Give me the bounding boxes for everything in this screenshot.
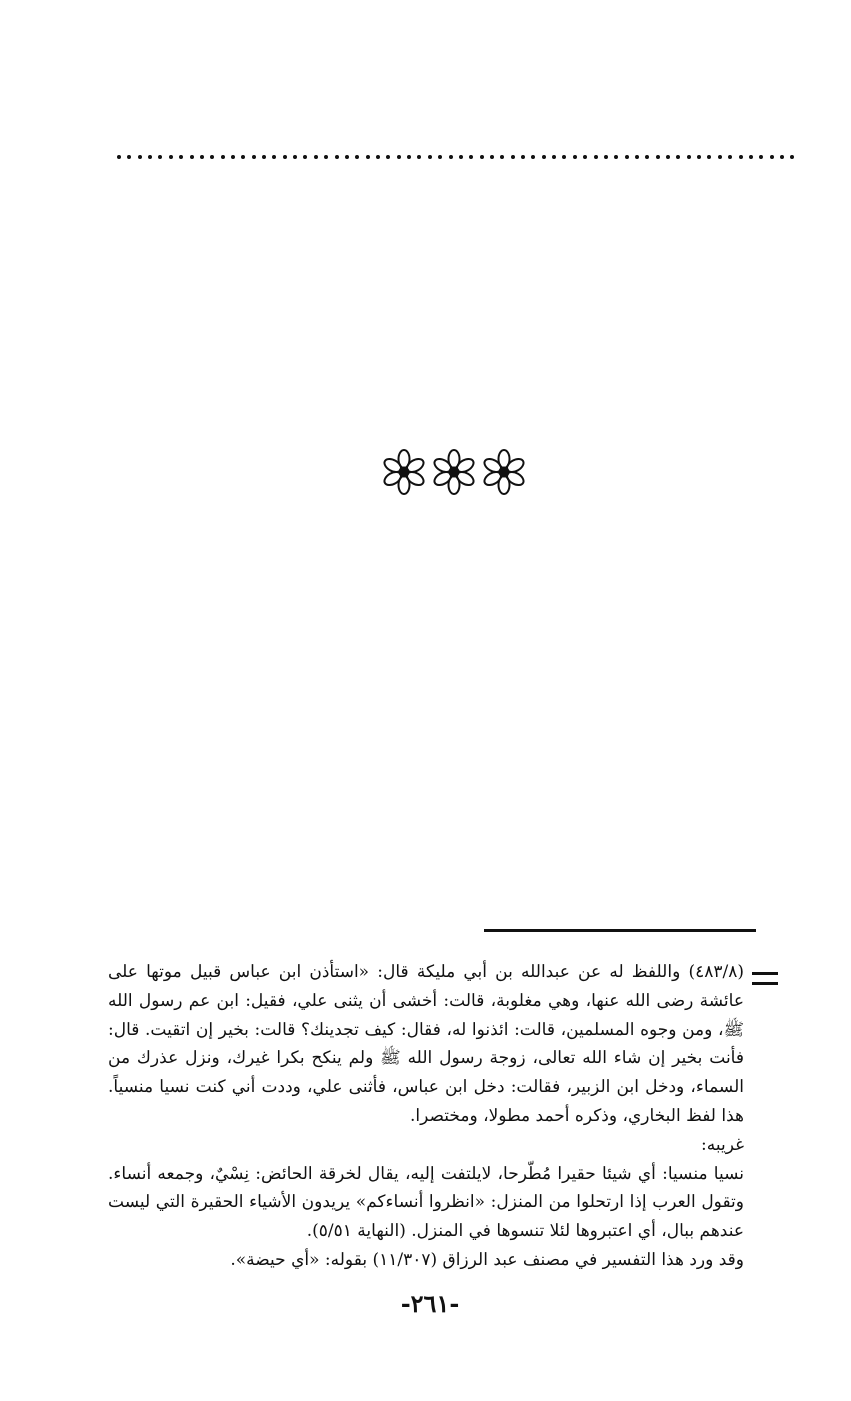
flower-icon <box>432 450 476 494</box>
page-number: -٢٦١- <box>400 1289 460 1318</box>
dotted-separator <box>117 150 795 164</box>
gharib-heading: غريبه: <box>701 1134 744 1155</box>
gharib-explanation: نسيا منسيا: أي شيئا حقيرا مُطّرحا، لايلتفت إليه، يقال لخرقة الحائض: نِسْيٌ، وجمعه أنساء. وتقول العرب إذا ارتحلوا من المنزل: «انظروا أنساءكم» يريدون الأشياء الحقيرة التي ليست عندهم ببال، أي اعتبروها لئلا تنسوها في المنزل. (النهاية ٥/٥١). <box>108 1163 744 1242</box>
footnote-separator-line <box>484 929 756 932</box>
flower-icon <box>382 450 426 494</box>
flower-icon <box>482 450 526 494</box>
floral-ornament <box>380 446 528 498</box>
continuation-mark-icon <box>752 972 778 990</box>
footnote-paragraph: (٤٨٣/٨) واللفظ له عن عبدالله بن أبي مليكة قال: «استأذن ابن عباس قبيل موتها على عائشة رضى الله عنها، وهي مغلوبة، قالت: أخشى أن يثنى علي، فقيل: ابن عم رسول الله ﷺ، ومن وجوه المسلمين، قالت: ائذنوا له، فقال: كيف تجدينك؟ قالت: بخير إن اتقيت. قال: فأنت بخير إن شاء الله تعالى، زوجة رسول الله ﷺ ولم ينكح بكرا غيرك، ونزل عذرك من السماء، ودخل ابن الزبير، فقالت: دخل ابن عباس، فأثنى علي، وددت أني كنت نسيا منسياً. هذا لفظ البخاري، وذكره أحمد مطولا، ومختصرا. <box>108 962 744 1126</box>
footnote-block <box>108 958 744 1275</box>
footnote-closing-line: وقد ورد هذا التفسير في مصنف عبد الرزاق (١١/٣٠٧) بقوله: «أي حيضة». <box>230 1249 744 1270</box>
